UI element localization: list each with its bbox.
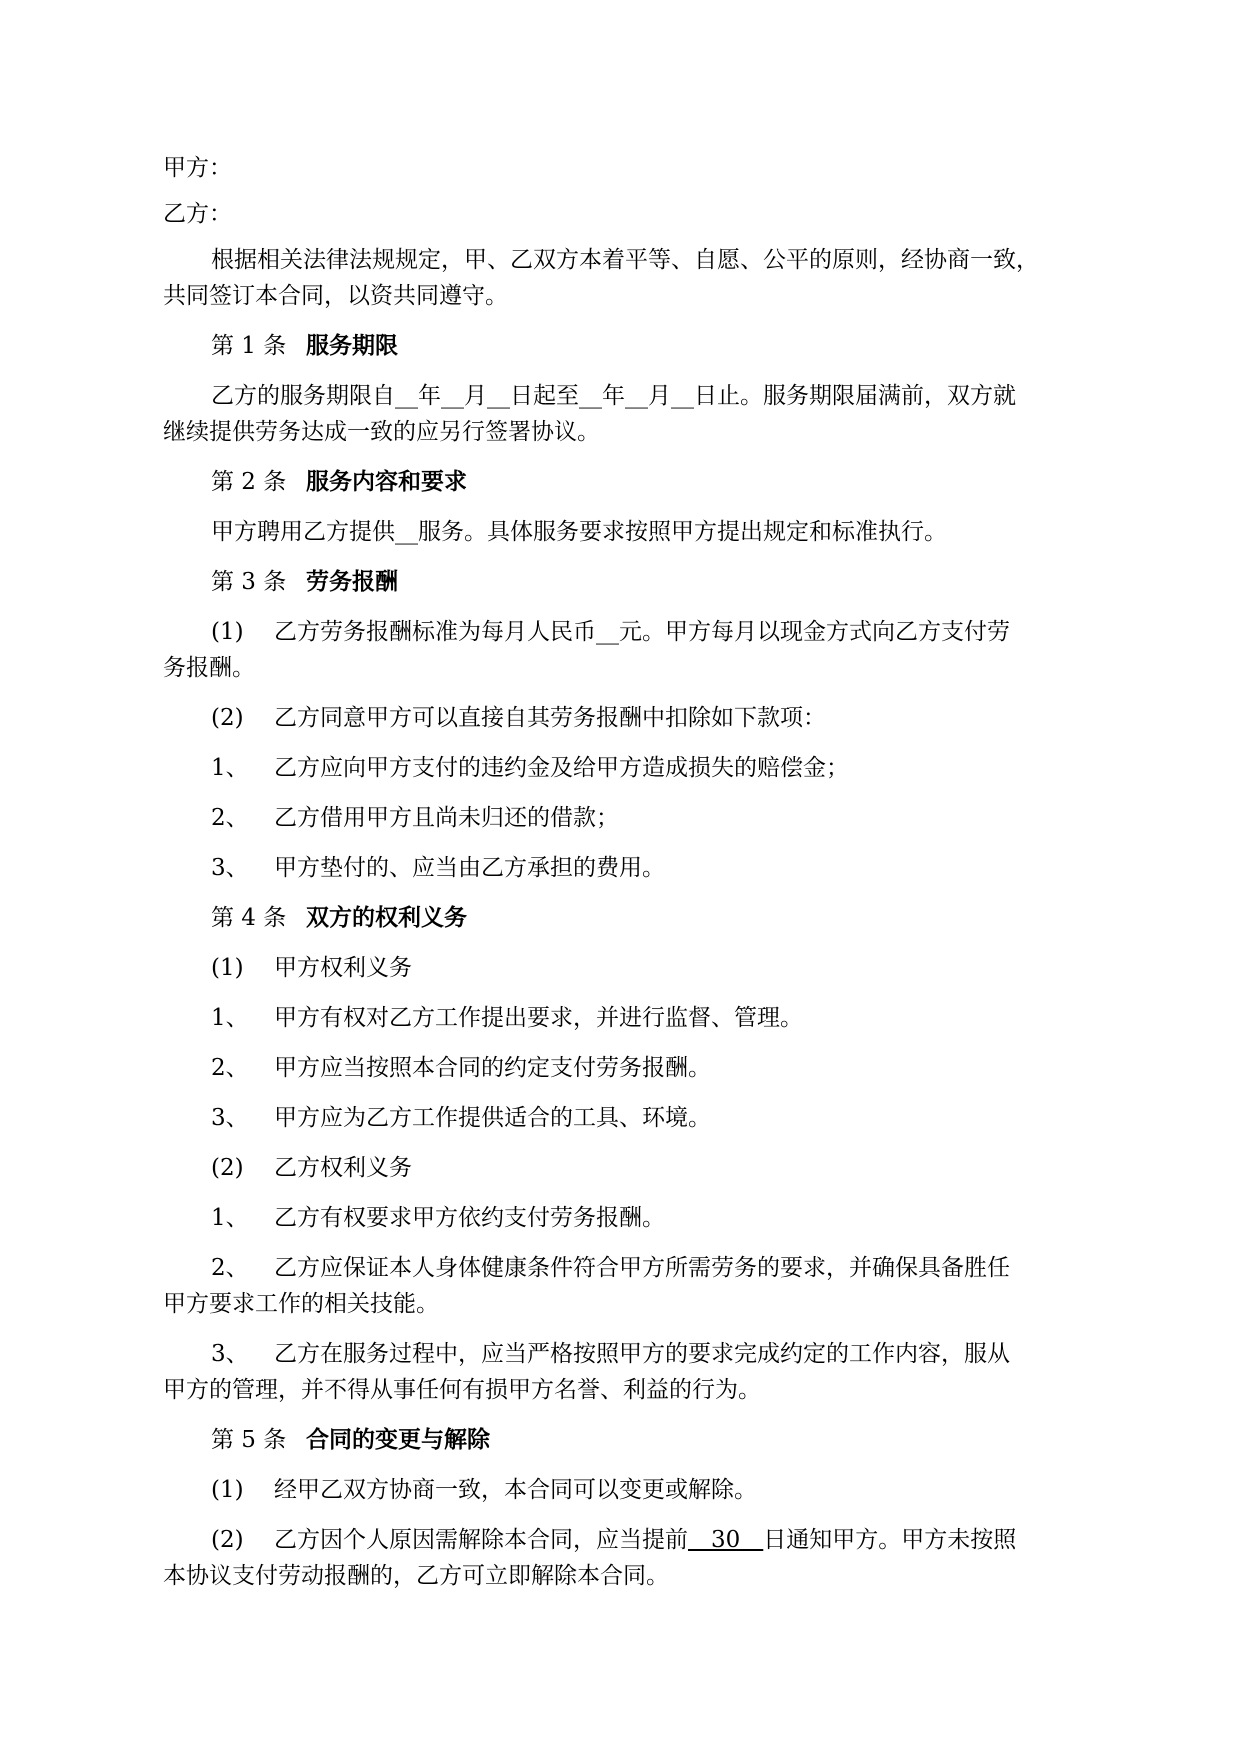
article-title: 服务期限 <box>306 332 398 359</box>
list-number: 1、 <box>211 1005 249 1031</box>
notice-days-value: 30 <box>688 1527 764 1553</box>
clause-text: 乙方同意甲方可以直接自其劳务报酬中扣除如下款项： <box>274 705 826 731</box>
list-text: 甲方垫付的、应当由乙方承担的费用。 <box>274 855 665 881</box>
article-title: 服务内容和要求 <box>306 468 467 495</box>
list-item <box>163 800 1093 836</box>
list-line <box>163 1336 1093 1372</box>
list-item <box>163 750 1093 786</box>
clause-line <box>163 1472 1093 1508</box>
article-number: 第 1 条 <box>211 333 287 359</box>
list-number: 1、 <box>211 755 249 781</box>
article-heading <box>163 464 1093 500</box>
clause-line <box>163 1150 1093 1186</box>
list-number: 1、 <box>211 1205 249 1231</box>
list-item <box>163 850 1093 886</box>
article-body <box>163 378 1093 450</box>
article-number: 第 2 条 <box>211 469 287 495</box>
list-text: 乙方应保证本人身体健康条件符合甲方所需劳务的要求，并确保具备胜任 <box>274 1255 1010 1281</box>
article-text: 甲方聘用乙方提供__服务。具体服务要求按照甲方提出规定和标准执行。 <box>211 519 947 545</box>
clause-number: (2) <box>211 1527 244 1553</box>
list-number: 3、 <box>211 1105 249 1131</box>
list-number: 2、 <box>211 1255 249 1281</box>
clause-number: (2) <box>211 705 244 731</box>
list-number: 3、 <box>211 1341 249 1367</box>
article-heading <box>163 900 1093 936</box>
preamble-line: 共同签订本合同，以资共同遵守。 <box>163 283 508 309</box>
list-item <box>163 1050 1093 1086</box>
party-b-label: 乙方： <box>163 201 232 227</box>
clause-number: (1) <box>211 619 244 645</box>
list-item <box>163 1250 1093 1322</box>
clause-line <box>163 700 1093 736</box>
clause-line <box>163 614 1093 650</box>
article-title: 劳务报酬 <box>306 568 398 595</box>
article-heading <box>163 1422 1093 1458</box>
clause-text: 经甲乙双方协商一致，本合同可以变更或解除。 <box>274 1477 757 1503</box>
list-item <box>163 1100 1093 1136</box>
list-text: 乙方在服务过程中，应当严格按照甲方的要求完成约定的工作内容，服从 <box>274 1341 1010 1367</box>
clause <box>163 614 1093 686</box>
clause-line <box>163 950 1093 986</box>
party-a-label: 甲方： <box>163 155 232 181</box>
clause-text: 务报酬。 <box>163 655 255 681</box>
list-text: 乙方借用甲方且尚未归还的借款； <box>274 805 619 831</box>
list-number: 2、 <box>211 805 249 831</box>
article-heading <box>163 328 1093 364</box>
article-title: 双方的权利义务 <box>306 904 467 931</box>
list-item <box>163 1000 1093 1036</box>
article-number: 第 4 条 <box>211 905 287 931</box>
clause-text: 乙方劳务报酬标准为每月人民币__元。甲方每月以现金方式向乙方支付劳 <box>274 619 1010 645</box>
clause <box>163 1522 1093 1594</box>
article-number: 第 3 条 <box>211 569 287 595</box>
list-number: 2、 <box>211 1055 249 1081</box>
list-text: 甲方应为乙方工作提供适合的工具、环境。 <box>274 1105 711 1131</box>
article-heading <box>163 564 1093 600</box>
clause-line <box>163 1522 1093 1558</box>
list-item <box>163 1336 1093 1408</box>
clause-text: 本协议支付劳动报酬的，乙方可立即解除本合同。 <box>163 1563 669 1589</box>
clause-text: 乙方因个人原因需解除本合同，应当提前 <box>274 1527 688 1553</box>
list-number: 3、 <box>211 855 249 881</box>
list-item <box>163 1200 1093 1236</box>
list-text: 乙方应向甲方支付的违约金及给甲方造成损失的赔偿金； <box>274 755 849 781</box>
preamble-line: 根据相关法律法规规定，甲、乙双方本着平等、自愿、公平的原则，经协商一致， <box>211 247 1039 273</box>
clause-text: 日通知甲方。甲方未按照 <box>763 1527 1017 1553</box>
clause-number: (1) <box>211 1477 244 1503</box>
list-line <box>163 1250 1093 1286</box>
clause-text: 乙方权利义务 <box>274 1155 412 1181</box>
contract-page <box>163 150 1093 1608</box>
article-number: 第 5 条 <box>211 1427 287 1453</box>
clause-number: (1) <box>211 955 244 981</box>
clause-text: 甲方权利义务 <box>274 955 412 981</box>
list-text: 甲方要求工作的相关技能。 <box>163 1291 439 1317</box>
article-title: 合同的变更与解除 <box>306 1426 490 1453</box>
article-text: 继续提供劳务达成一致的应另行签署协议。 <box>163 419 600 445</box>
list-text: 甲方有权对乙方工作提出要求，并进行监督、管理。 <box>274 1005 803 1031</box>
list-text: 甲方的管理，并不得从事任何有损甲方名誉、利益的行为。 <box>163 1377 761 1403</box>
clause-number: (2) <box>211 1155 244 1181</box>
list-text: 甲方应当按照本合同的约定支付劳务报酬。 <box>274 1055 711 1081</box>
article-text: 乙方的服务期限自__年__月__日起至__年__月__日止。服务期限届满前，双方就 <box>211 383 1016 409</box>
list-text: 乙方有权要求甲方依约支付劳务报酬。 <box>274 1205 665 1231</box>
preamble <box>163 242 1093 314</box>
